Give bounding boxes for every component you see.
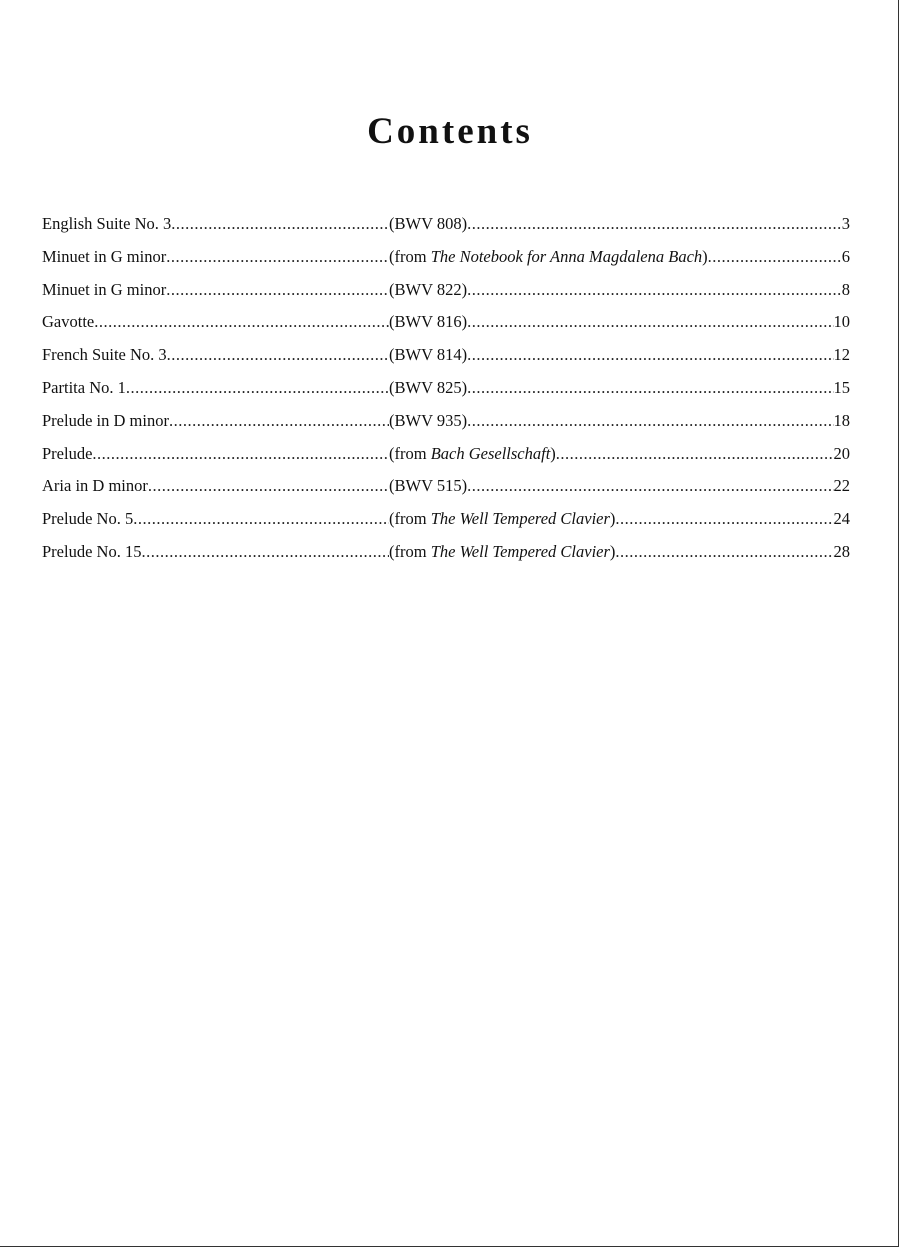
dot-leader xyxy=(166,276,389,304)
dot-leader xyxy=(708,243,842,271)
toc-entry-source xyxy=(389,374,467,402)
toc-entry-title-column xyxy=(42,374,389,402)
toc-entry-source-column xyxy=(389,505,850,533)
dot-leader xyxy=(167,341,389,369)
toc-entry-title: Prelude No. 5 xyxy=(42,505,133,533)
toc-entry-source-column xyxy=(389,407,850,435)
toc-entry-source-prefix: (from xyxy=(389,541,431,561)
toc-entry-source-prefix: (from xyxy=(389,509,431,529)
toc-entry-page-number: 10 xyxy=(833,312,850,332)
toc-entry-title: Minuet in G minor xyxy=(42,243,166,271)
dot-leader xyxy=(615,505,833,533)
toc-entry-page-number: 22 xyxy=(833,476,850,496)
toc-entry-page-number: 28 xyxy=(833,541,850,561)
toc-entry-source-prefix: (BWV 814) xyxy=(389,345,468,365)
toc-entry-source-italic: The Notebook for Anna Magdalena Bach xyxy=(430,246,703,266)
toc-entry-title-column xyxy=(42,243,389,271)
toc-entry-page-number: 3 xyxy=(841,214,850,233)
toc-entry-source-column xyxy=(389,374,850,402)
toc-entry-source xyxy=(389,341,467,369)
toc-entry-page-number: 20 xyxy=(833,443,850,463)
toc-entry-source-column xyxy=(389,210,850,238)
toc-entry xyxy=(42,407,850,440)
toc-entry-page-number: 15 xyxy=(833,377,850,397)
toc-entry-source-prefix: (BWV 935) xyxy=(389,410,468,430)
toc-entry-source xyxy=(389,472,467,500)
toc-entry-source-prefix: (from xyxy=(389,246,431,266)
toc-entry-page-number: 12 xyxy=(833,345,850,365)
page-title: Contents xyxy=(367,111,533,152)
toc-entry-source-prefix: (BWV 822) xyxy=(389,279,468,299)
dot-leader xyxy=(467,210,842,238)
dot-leader xyxy=(126,374,389,402)
toc-entry-title-column xyxy=(42,210,389,238)
toc-entry-title: Partita No. 1 xyxy=(42,374,126,402)
dot-leader xyxy=(467,276,842,304)
toc-entry-title: Prelude xyxy=(42,440,92,468)
toc-entry-source-column xyxy=(389,243,850,271)
dot-leader xyxy=(467,407,833,435)
toc-entry xyxy=(42,472,850,505)
dot-leader xyxy=(556,440,834,468)
toc-entry-source-column xyxy=(389,440,850,468)
toc-entry-source-suffix: ) xyxy=(550,443,556,463)
toc-entry-source-prefix: (from xyxy=(389,443,431,463)
toc-entry-title: Prelude in D minor xyxy=(42,407,169,435)
toc-entry-source-prefix: (BWV 808) xyxy=(389,214,468,233)
toc-entry xyxy=(42,308,850,341)
toc-entry-source xyxy=(389,308,467,336)
dot-leader xyxy=(171,210,389,238)
toc-entry-title-column xyxy=(42,440,389,468)
toc-entry-title-column xyxy=(42,407,389,435)
toc-entry xyxy=(42,440,850,473)
toc-entry-title-column xyxy=(42,341,389,369)
toc-entry-source-column xyxy=(389,308,850,336)
toc-entry-title: Minuet in G minor xyxy=(42,276,166,304)
toc-entry xyxy=(42,505,850,538)
dot-leader xyxy=(467,308,833,336)
toc-entry-source-italic: Bach Gesellschaft xyxy=(430,443,551,463)
toc-entry-title: Aria in D minor xyxy=(42,472,148,500)
toc-entry-source xyxy=(389,210,467,238)
toc-entry-title-column xyxy=(42,308,389,336)
toc-entry-title: English Suite No. 3 xyxy=(42,210,171,238)
toc-entry-source-suffix: ) xyxy=(609,509,616,529)
dot-leader xyxy=(467,472,833,500)
table-of-contents xyxy=(42,210,850,571)
toc-entry-source-column xyxy=(389,538,850,566)
toc-entry-source xyxy=(389,505,615,533)
toc-entry xyxy=(42,341,850,374)
toc-entry-page-number: 24 xyxy=(833,509,850,529)
toc-entry xyxy=(42,243,850,276)
toc-entry-source-italic: The Well Tempered Clavier xyxy=(430,541,610,561)
toc-entry-title-column xyxy=(42,276,389,304)
toc-entry-title: French Suite No. 3 xyxy=(42,341,167,369)
toc-entry-page-number: 6 xyxy=(841,246,850,266)
toc-entry-source-suffix: ) xyxy=(609,541,616,561)
toc-entry-source-italic: The Well Tempered Clavier xyxy=(430,509,610,529)
dot-leader xyxy=(169,407,389,435)
dot-leader xyxy=(615,538,833,566)
toc-entry-source-column xyxy=(389,276,850,304)
dot-leader xyxy=(467,374,833,402)
toc-entry-title-column xyxy=(42,472,389,500)
dot-leader xyxy=(166,243,389,271)
toc-entry-source xyxy=(389,538,615,566)
toc-entry-page-number: 18 xyxy=(833,410,850,430)
toc-entry-source-suffix: ) xyxy=(702,246,708,266)
toc-entry-page-number: 8 xyxy=(841,279,850,299)
dot-leader xyxy=(141,538,389,566)
toc-entry-source xyxy=(389,440,556,468)
toc-entry-source xyxy=(389,243,708,271)
toc-entry-title-column xyxy=(42,538,389,566)
toc-entry-source-prefix: (BWV 515) xyxy=(389,476,468,496)
toc-entry-source-column xyxy=(389,341,850,369)
dot-leader xyxy=(467,341,833,369)
toc-entry xyxy=(42,276,850,309)
toc-entry xyxy=(42,538,850,571)
dot-leader xyxy=(92,440,389,468)
dot-leader xyxy=(133,505,389,533)
toc-entry-source xyxy=(389,407,467,435)
toc-entry xyxy=(42,374,850,407)
toc-entry-source-column xyxy=(389,472,850,500)
toc-entry-title: Prelude No. 15 xyxy=(42,538,141,566)
toc-entry xyxy=(42,210,850,243)
dot-leader xyxy=(148,472,389,500)
dot-leader xyxy=(94,308,389,336)
toc-entry-source-prefix: (BWV 816) xyxy=(389,312,468,332)
toc-entry-title: Gavotte xyxy=(42,308,94,336)
toc-entry-source-prefix: (BWV 825) xyxy=(389,377,468,397)
toc-entry-title-column xyxy=(42,505,389,533)
toc-entry-source xyxy=(389,276,467,304)
